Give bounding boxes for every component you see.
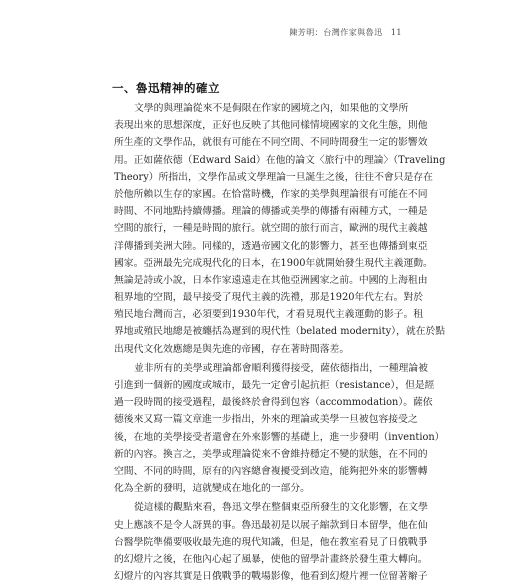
text-line: 空間、不同的時間，原有的內容總會複擾受到改造，能夠把外來的影響轉: [114, 465, 428, 477]
text-line: 文學的與理論從來不是侷限在作家的國境之內，如果他的文學所: [134, 103, 409, 114]
text-line: 殖民地台灣而言，必須要到1930年代，才看見現代主義運動的影子。租: [114, 309, 424, 321]
text-line: 國家。亞洲最先完成現代化的日本，在1900年就開始發生現代主義運動。: [114, 257, 433, 269]
text-line: 租界地的空間，最早接受了現代主義的洗禮，那是1920年代左右。對於: [114, 292, 424, 304]
text-line: 化為全新的發明，這就變成在地化的一部分。: [114, 483, 310, 495]
text-line: 無論是詩或小說，日本作家遠遠走在其他亞洲國家之前。中國的上海租由: [114, 274, 428, 286]
text-line: 過一段時間的接受過程，最後終於會得到包容（accommodation）。薩依: [114, 397, 433, 409]
paragraph-3: [114, 499, 428, 585]
text-line: 用。正如薩依德（Edward Said）在他的論文〈旅行中的理論〉（Traveling: [114, 154, 446, 166]
text-line: 於他所賴以生存的家國。在恰當時機，作家的美學與理論很有可能在不同: [114, 188, 428, 200]
body-text: [114, 100, 446, 585]
section-title: 一、魯迅精神的確立: [112, 81, 220, 95]
paragraph-2: [114, 360, 445, 498]
text-line: 新的內容。換言之，美學或理論從來不會維持穩定不變的狀態，在不同的: [114, 448, 428, 460]
text-line: 表現出來的思想深度，正好也反映了其他同樣情境國家的文化生態，則他: [114, 120, 428, 132]
text-line: 德後來又寫一篇文章進一步指出，外來的理論或美學一旦被包容接受之: [114, 414, 418, 426]
text-line: 後，在地的美學接受者還會在外來影響的基礎上，進一步發明（invention）: [114, 431, 445, 443]
text-line: 引進到一個新的國度或城市，最先一定會引起抗拒（resistance），但是經: [114, 380, 435, 391]
text-line: 幻燈片的內容其實是日俄戰爭的戰場影像，他看到幻燈片裡一位留著辮子: [114, 571, 428, 583]
header-author-title: 陳芳明：台灣作家與魯迅: [289, 28, 383, 37]
text-line: 界地或殖民地總是被纏括為遲到的現代性（belated modernity），就在於點: [114, 326, 446, 338]
text-line: Theory）所指出，文學作品或文學理論一旦誕生之後，往往不會只是存在: [114, 171, 433, 183]
page-number: 11: [390, 28, 402, 37]
text-line: 的幻燈片之後，在他內心起了風暴，使他的留學計畫終於發生重大轉向。: [114, 553, 428, 565]
text-line: 並非所有的美學或理論都會順利獲得接受，薩依德指出，一種理論被: [134, 362, 428, 374]
text-line: 台醫學院準備要吸收最先進的現代知識，但是，他在教室看見了日俄戰爭: [114, 536, 428, 548]
paragraph-1: [114, 100, 446, 358]
text-line: 出現代文化效應總是與先進的帝國，存在著時間落差。: [114, 343, 350, 355]
text-line: 時間、不同地點持續傳播。理論的傳播或美學的傳播有兩種方式，一種是: [114, 206, 428, 218]
text-line: 所生產的文學作品，就很有可能在不同空間、不同時間發生一定的影響效: [114, 137, 428, 149]
running-header: [289, 27, 402, 38]
text-line: 史上應該不是令人訝異的事。魯迅最初是以展子縮款到日本留學，他在仙: [114, 519, 428, 531]
text-line: 洋傳播到美洲大陸。同樣的，透過帝國文化的影響力，甚至也傳播到東亞: [114, 240, 428, 252]
text-line: 從這樣的觀點來看，魯迅文學在整個東亞所發生的文化影響，在文學: [134, 502, 428, 514]
text-line: 空間的旅行，一種是時間的旅行。就空間的旅行而言，歐洲的現代主義越: [114, 223, 428, 235]
